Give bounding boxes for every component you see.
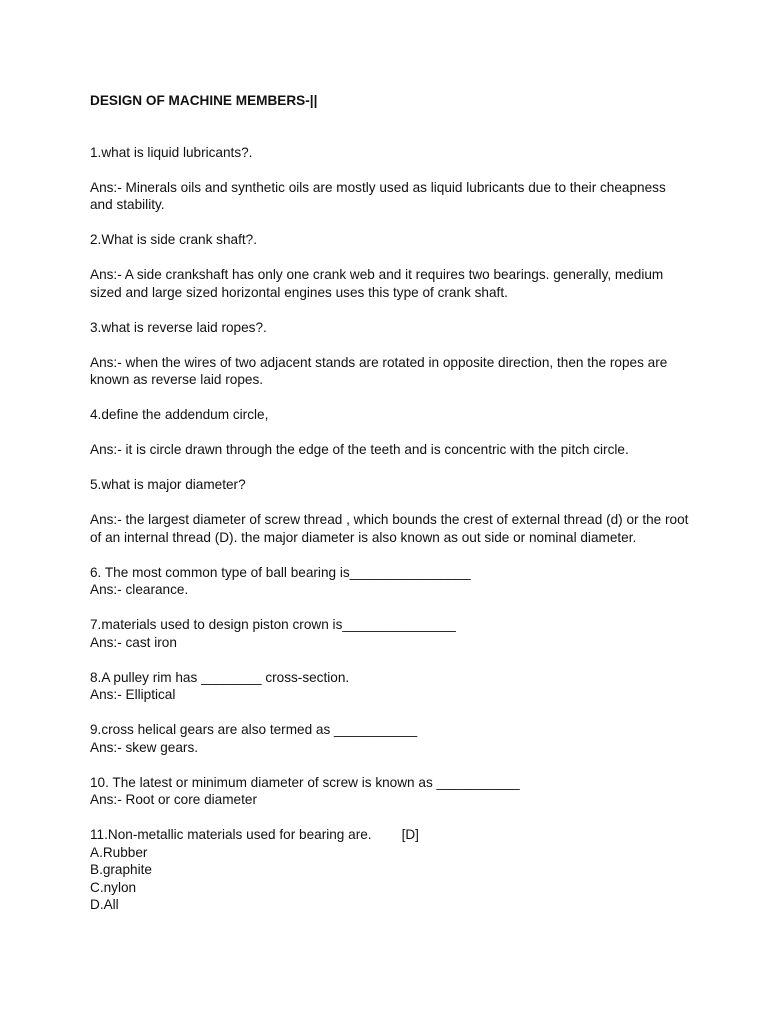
- answer-text: Ans:- it is circle drawn through the edge of the teeth and is concentric with the pitch circle.: [90, 442, 629, 457]
- answer-text: Ans:- skew gears.: [90, 739, 199, 755]
- question-text: 8.A pulley rim has ________ cross-section.: [90, 669, 350, 685]
- answer-text: Ans:- Root or core diameter: [90, 792, 257, 807]
- qa-item: [90, 319, 690, 389]
- question-text: 11.Non-metallic materials used for bearing are.: [90, 827, 372, 842]
- qa-item: [90, 476, 690, 546]
- question-text: 3.what is reverse laid ropes?.: [90, 319, 267, 335]
- qa-item: [90, 231, 690, 301]
- qa-item: [90, 406, 690, 459]
- fill-blank-item: [90, 721, 690, 756]
- question-text: 5.what is major diameter?: [90, 477, 246, 492]
- fill-blank-section: [90, 564, 690, 827]
- answer-key: [D]: [401, 827, 419, 842]
- question-text: 9.cross helical gears are also termed as ___________: [90, 722, 418, 737]
- answer-text: Ans:- the largest diameter of screw thread , which bounds the crest of external thread (d) or the root of an internal thread (D). the major diameter is also known as out side or nominal diameter.: [90, 512, 689, 545]
- mcq-option: B.graphite: [90, 862, 152, 877]
- mcq-option: A.Rubber: [90, 844, 148, 860]
- question-text: 1.what is liquid lubricants?.: [90, 144, 253, 160]
- mcq-option: C.nylon: [90, 879, 137, 895]
- fill-blank-item: [90, 564, 690, 599]
- mcq-section: [90, 826, 690, 914]
- document-title: DESIGN OF MACHINE MEMBERS-||: [90, 93, 318, 108]
- mcq-option: D.All: [90, 897, 119, 912]
- document-page: [90, 92, 690, 914]
- question-text: 2.What is side crank shaft?.: [90, 232, 257, 247]
- answer-text: Ans:- A side crankshaft has only one crank web and it requires two bearings. generally, medium sized and large sized horizontal engines uses this type of crank shaft.: [90, 267, 664, 300]
- qa-item: [90, 144, 690, 214]
- answer-text: Ans:- clearance.: [90, 582, 189, 597]
- question-text: 6. The most common type of ball bearing is________________: [90, 564, 471, 580]
- answer-text: Ans:- Minerals oils and synthetic oils are mostly used as liquid lubricants due to their cheapness and stability.: [90, 179, 666, 212]
- answer-text: Ans:- cast iron: [90, 634, 177, 650]
- question-text: 7.materials used to design piston crown is_______________: [90, 617, 456, 632]
- mcq-question: [90, 826, 690, 844]
- long-question-section: [90, 144, 690, 564]
- answer-text: Ans:- when the wires of two adjacent stands are rotated in opposite direction, then the ropes are known as reverse laid ropes.: [90, 354, 668, 387]
- fill-blank-item: [90, 669, 690, 704]
- fill-blank-item: [90, 616, 690, 651]
- question-text: 10. The latest or minimum diameter of screw is known as ___________: [90, 774, 520, 790]
- answer-text: Ans:- Elliptical: [90, 687, 176, 702]
- question-text: 4.define the addendum circle,: [90, 407, 269, 422]
- fill-blank-item: [90, 774, 690, 809]
